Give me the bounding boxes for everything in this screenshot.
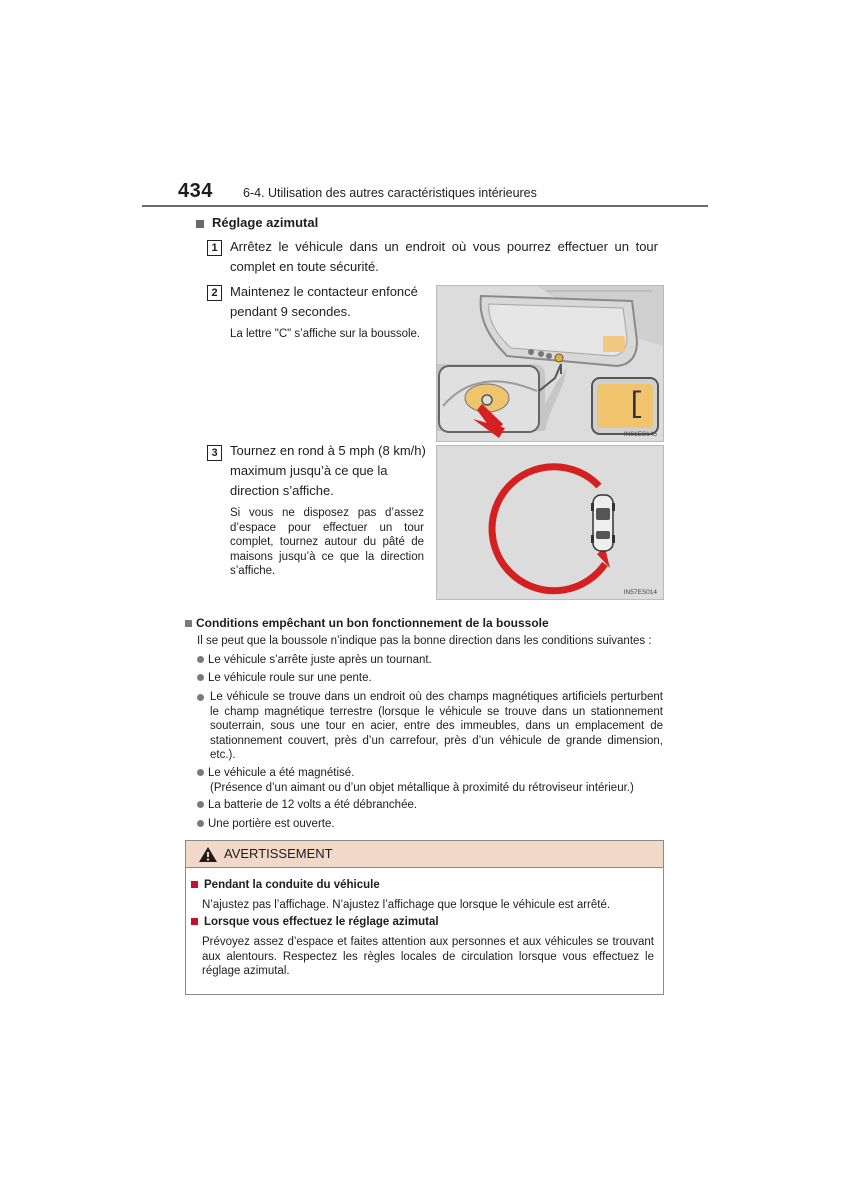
bullet-dot-icon: [197, 801, 204, 808]
step-2-text: Maintenez le contacteur enfoncé pendant 9 secondes.: [230, 284, 418, 319]
figure-code-2: IN57ES014: [623, 589, 657, 596]
bullet-dot-icon: [197, 656, 204, 663]
condition-item: Le véhicule a été magnétisé.: [197, 766, 663, 781]
conditions-intro: Il se peut que la boussole n’indique pas la bonne direction dans les conditions suivantes :: [197, 635, 652, 647]
warning-triangle-icon: [198, 846, 218, 863]
step-1-text: Arrêtez le véhicule dans un endroit où vous pourrez effectuer un tour complet en toute sécurité.: [230, 239, 658, 274]
square-bullet-icon: [196, 220, 204, 228]
azimut-heading: [196, 215, 318, 230]
step-2-note: La lettre "C" s’affiche sur la boussole.: [230, 328, 421, 340]
step-number-1: 1: [207, 240, 222, 256]
condition-item: Le véhicule se trouve dans un endroit où des champs magnétiques artificiels perturbent le champ magnétique terrestre (lorsque le véhicule se trouve dans un stationnement souterrain, sous une tour en acier, entre des immeubles, dans un emplacement de stationnement couvert, près d’un carrefour, près d’un véhicule de grande dimension, etc.).: [197, 690, 663, 763]
section-title: 6-4. Utilisation des autres caractéristiques intérieures: [243, 186, 537, 200]
condition-item: Le véhicule roule sur une pente.: [197, 671, 663, 686]
bullet-dot-icon: [197, 820, 204, 827]
condition-item: La batterie de 12 volts a été débranchée.: [197, 798, 663, 813]
square-bullet-icon: [185, 620, 192, 627]
bullet-dot-icon: [197, 694, 204, 701]
conditions-heading-text: Conditions empêchant un bon fonctionnement de la boussole: [196, 616, 549, 630]
bullet-dot-icon: [197, 769, 204, 776]
red-square-icon: [191, 881, 198, 888]
condition-item: Une portière est ouverte.: [197, 817, 663, 832]
step-3-text: Tournez en rond à 5 mph (8 km/h) maximum jusqu’à ce que la direction s’affiche.: [230, 443, 426, 498]
step-3-note: Si vous ne disposez pas d’assez d’espace pour effectuer un tour complet, tournez autour du pâté de maisons jusqu’à ce que la direction s’affiche.: [230, 507, 424, 577]
red-square-icon: [191, 918, 198, 925]
step-number-3: 3: [207, 445, 222, 461]
mirror-compass-illustration-icon: [437, 286, 663, 441]
azimut-heading-text: Réglage azimutal: [212, 215, 319, 230]
condition-item: Le véhicule s’arrête juste après un tournant.: [197, 653, 663, 668]
warning-title: AVERTISSEMENT: [224, 846, 333, 861]
car-circle-figure: [436, 445, 664, 600]
display-letter-c: [: [627, 388, 646, 422]
car-circle-illustration-icon: [437, 446, 663, 599]
warning-header: [186, 841, 663, 868]
warning-heading-1: Pendant la conduite du véhicule: [191, 879, 380, 891]
warning-text-2: Prévoyez assez d’espace et faites attention aux personnes et aux véhicules se trouvant aux alentours. Respectez les règles locales de circulation lorsque vous effectuez le réglage azimutal.: [202, 936, 654, 977]
bullet-dot-icon: [197, 674, 204, 681]
warning-text-1: N’ajustez pas l’affichage. N’ajustez l’affichage que lorsque le véhicule est arrêté.: [202, 899, 611, 911]
page-number: 434: [178, 180, 213, 202]
condition-item-detail: (Présence d’un aimant ou d’un objet métallique à proximité du rétroviseur intérieur.): [210, 782, 634, 794]
conditions-heading: [185, 616, 549, 630]
header-rule: [142, 205, 708, 207]
step-number-2: 2: [207, 285, 222, 301]
mirror-compass-figure: [436, 285, 664, 442]
figure-code-1: IN61ES145: [623, 431, 657, 438]
warning-box: [185, 840, 664, 995]
warning-heading-2: Lorsque vous effectuez le réglage azimutal: [191, 916, 439, 928]
